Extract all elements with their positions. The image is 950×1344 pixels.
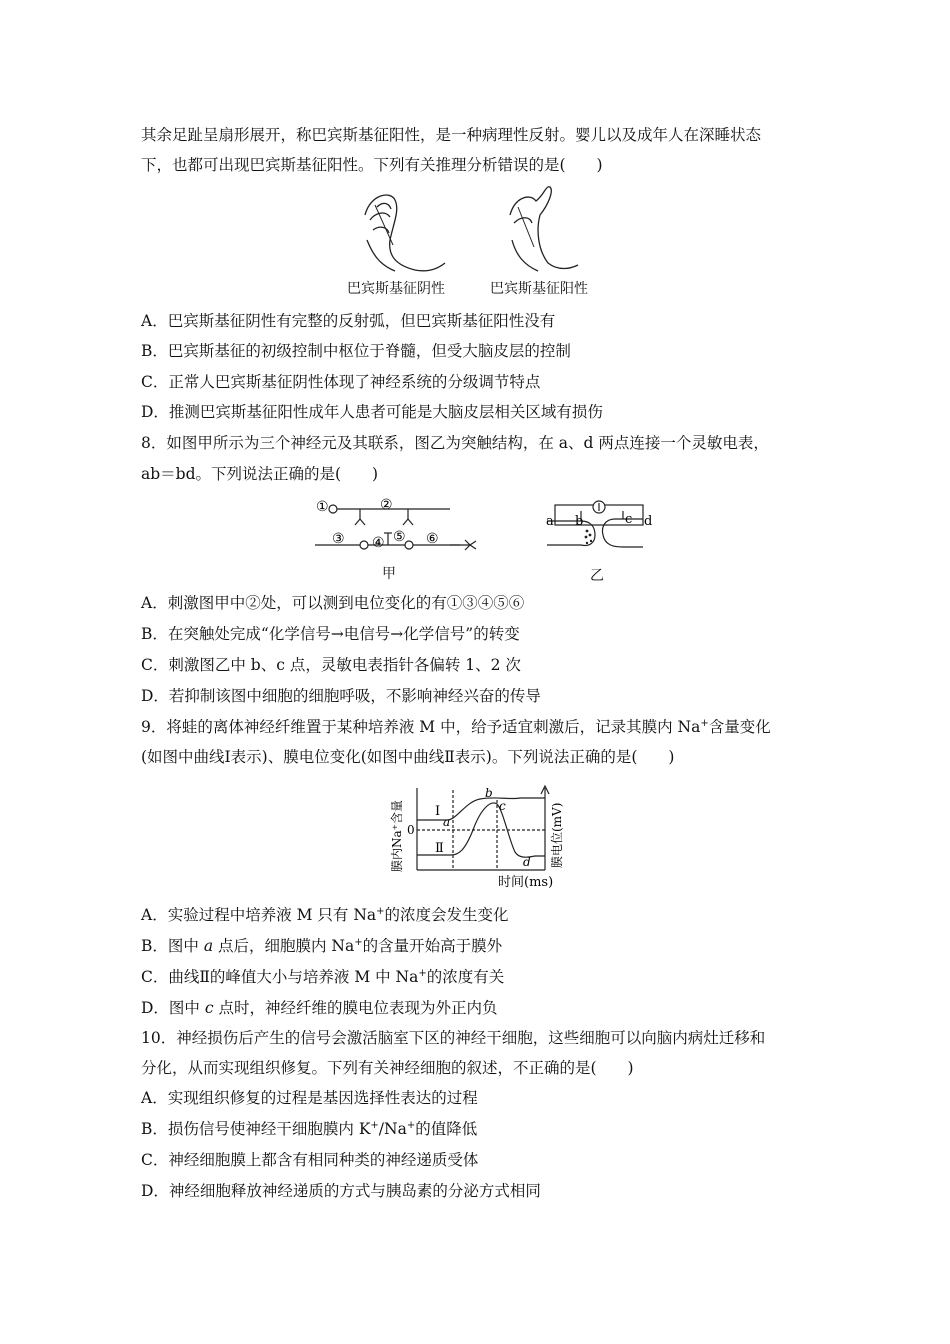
graph-curve-2-label: Ⅱ	[435, 841, 444, 856]
q7-option-b: B．巴宾斯基征的初级控制中枢位于脊髓，但受大脑皮层的控制	[141, 342, 571, 360]
jia-label-4: ④	[372, 535, 385, 551]
foot-positive-icon	[510, 187, 578, 271]
jia-label-1: ①	[316, 499, 329, 515]
caption-jia: 甲	[382, 566, 396, 582]
neuron-diagram-jia	[310, 495, 480, 557]
q9-option-a: A．实验过程中培养液 M 只有 Na+的浓度会发生变化	[141, 906, 509, 924]
graph-curve-1-label: Ⅰ	[435, 804, 441, 819]
jia-label-5: ⑤	[393, 529, 406, 545]
q7-option-d: D．推测巴宾斯基征阳性成年人患者可能是大脑皮层相关区域有损伤	[141, 403, 603, 421]
q10-option-a: A．实现组织修复的过程是基因选择性表达的过程	[141, 1089, 478, 1107]
graph-point-c: c	[499, 799, 506, 813]
caption-negative: 巴宾斯基征阴性	[347, 281, 445, 297]
graph-zero: 0	[407, 823, 415, 837]
jia-label-6: ⑥	[426, 531, 439, 547]
q9-option-c: C．曲线Ⅱ的峰值大小与培养液 M 中 Na+的浓度有关	[141, 968, 505, 986]
q10-option-d: D．神经细胞释放神经递质的方式与胰岛素的分泌方式相同	[141, 1182, 541, 1200]
q9-option-d: D．图中 c 点时，神经纤维的膜电位表现为外正内负	[141, 999, 498, 1017]
na-potential-graph	[385, 780, 575, 892]
q9-stem-2: (如图中曲线Ⅰ表示)、膜电位变化(如图中曲线Ⅱ表示)。下列说法正确的是( )	[141, 748, 675, 766]
yi-label-c: c	[625, 512, 633, 527]
babinski-figure	[355, 185, 555, 275]
synapse-diagram-yi	[543, 497, 653, 557]
graph-point-d: d	[523, 855, 531, 869]
graph-xlabel: 时间(ms)	[498, 875, 554, 890]
q9-stem-1: 9．将蛙的离体神经纤维置于某种培养液 M 中，给予适宜刺激后，记录其膜内 Na+含量变化	[141, 718, 771, 736]
q8-option-a: A．刺激图甲中②处，可以测到电位变化的有①③④⑤⑥	[141, 594, 525, 612]
q8-option-d: D．若抑制该图中细胞的细胞呼吸，不影响神经兴奋的传导	[141, 687, 541, 705]
q8-stem-1: 8．如图甲所示为三个神经元及其联系，图乙为突触结构，在 a、d 两点连接一个灵敏电表，	[141, 434, 769, 452]
yi-label-d: d	[644, 514, 653, 529]
q9-option-b: B．图中 a 点后，细胞膜内 Na+的含量开始高于膜外	[141, 937, 503, 955]
foot-negative-icon	[365, 195, 445, 271]
q10-option-b: B．损伤信号使神经干细胞膜内 K+/Na+的值降低	[141, 1120, 478, 1138]
q8-stem-2: ab＝bd。下列说法正确的是( )	[141, 465, 379, 483]
jia-label-3: ③	[332, 531, 345, 547]
q10-stem-1: 10．神经损伤后产生的信号会激活脑室下区的神经干细胞，这些细胞可以向脑内病灶迁移和	[141, 1029, 766, 1047]
intro-line-2: 下，也都可出现巴宾斯基征阳性。下列有关推理分析错误的是( )	[141, 156, 603, 174]
q8-option-b: B．在突触处完成“化学信号→电信号→化学信号”的转变	[141, 625, 520, 643]
graph-point-a: a	[443, 815, 451, 829]
jia-label-2: ②	[380, 497, 393, 513]
yi-label-a: a	[546, 514, 554, 529]
yi-label-b: b	[575, 514, 584, 529]
q10-option-c: C．神经细胞膜上都含有相同种类的神经递质受体	[141, 1151, 479, 1169]
q7-option-a: A．巴宾斯基征阴性有完整的反射弧，但巴宾斯基征阳性没有	[141, 312, 556, 330]
q7-option-c: C．正常人巴宾斯基征阴性体现了神经系统的分级调节特点	[141, 373, 541, 391]
graph-point-b: b	[485, 786, 493, 800]
caption-positive: 巴宾斯基征阳性	[490, 281, 588, 297]
graph-ylabel-right: 膜电位(mV)	[550, 802, 564, 868]
caption-yi: 乙	[590, 568, 604, 584]
q10-stem-2: 分化，从而实现组织修复。下列有关神经细胞的叙述，不正确的是( )	[141, 1059, 634, 1077]
q8-option-c: C．刺激图乙中 b、c 点，灵敏电表指针各偏转 1、2 次	[141, 656, 521, 674]
graph-ylabel-left: 膜内Na⁺含量	[390, 800, 404, 872]
intro-line-1: 其余足趾呈扇形展开，称巴宾斯基征阳性，是一种病理性反射。婴儿以及成年人在深睡状态	[141, 126, 762, 144]
